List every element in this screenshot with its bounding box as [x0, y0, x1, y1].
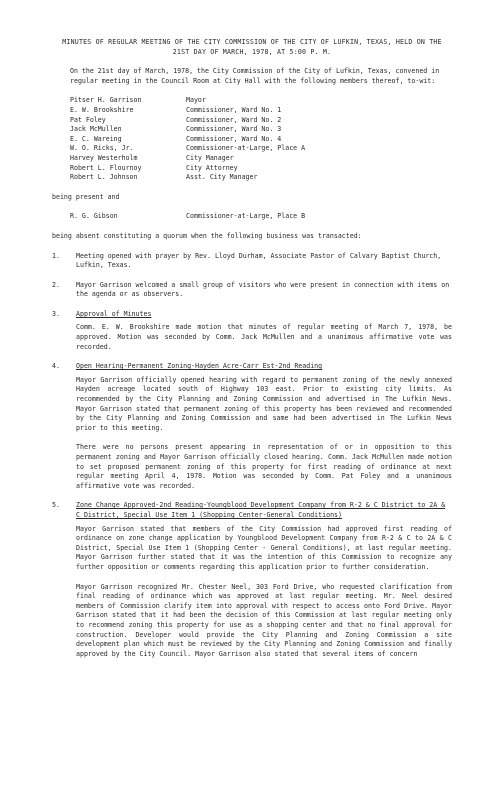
item-number: 2.	[52, 280, 60, 289]
item-paragraph: Mayor Garrison recognized Mr. Chester Neel, 303 Ford Drive, who requested clarification from final reading of ordinance which was approved at last regular meeting. Mr. Neel desired members of Commission clarify item into approval with respect to access onto Ford Drive. Mayor Garrison stated that it had been the decision of this Commission at last regular meeting only to recommend zoning this property for use as a shopping center and that no final approval for construction. Developer would provide the City Planning and Zoning Commission a site development plan which must be reviewed by the City Planning and Zoning Commission and finally approved by the City Council. Mayor Garrison also stated that several items of concern	[76, 582, 452, 658]
attendee-role: City Manager	[186, 153, 234, 162]
attendee-name: Robert L. Johnson	[70, 173, 138, 182]
item-heading: Open Hearing-Permanent Zoning-Hayden Acre-Carr Est-2nd Reading	[76, 362, 323, 371]
item-heading: Zone Change Approved-2nd Reading-Youngblood Development Company from R-2 & C District to 2A & C District, Special Use Item 1 (Shopping Center-General Conditions)	[76, 501, 446, 519]
attendee-role: Commissioner, Ward No. 4	[186, 134, 282, 143]
attendee-name: Pat Foley	[70, 115, 106, 124]
absent-role: Commissioner-at-Large, Place B	[186, 212, 306, 221]
attendee-role: Asst. City Manager	[186, 173, 258, 182]
roster-row	[70, 116, 452, 126]
roster-row	[70, 212, 452, 222]
attendee-name: Jack McMullen	[70, 125, 122, 134]
attendee-roster	[52, 96, 452, 182]
roster-row	[70, 164, 452, 174]
item-paragraph: Mayor Garrison stated that members of the City Commission had approved first reading of ordinance on zone change application by Youngblood Development Company from R-2 & C to 2A & C District, Special Use Item 1 (Shopping Center - General Conditions), at last regular meeting. Mayor Garrison further stated that it was the intention of this Commission to recognize any further opposition or comments regarding this application prior to further consideration.	[76, 524, 452, 571]
roster-row	[70, 144, 452, 154]
document-page	[52, 38, 452, 659]
agenda-item	[52, 310, 452, 320]
attendee-role: Commissioner-at-Large, Place A	[186, 144, 306, 153]
intro-paragraph: On the 21st day of March, 1978, the City Commission of the City of Lufkin, Texas, convened in regular meeting in the Council Room at City Hall with the following members thereof, to-wit:	[70, 67, 440, 85]
absent-name: R. G. Gibson	[70, 212, 118, 221]
agenda-item	[52, 501, 452, 520]
item-number: 1.	[52, 251, 60, 260]
item-paragraph: There were no persons present appearing in representation of or in opposition to this permanent zoning and Mayor Garrison officially closed hearing. Comm. Jack McMullen made motion to set proposed permanent zoning of this property for first reading of ordinance at next regular meeting April 4, 1978. Motion was seconded by Comm. Pat Foley and a unanimous affirmative vote was recorded.	[76, 443, 452, 490]
quorum-text: being absent constituting a quorum when the following business was transacted:	[52, 231, 362, 240]
agenda-item	[52, 362, 452, 372]
roster-row	[70, 125, 452, 135]
attendee-name: E. C. Wareing	[70, 134, 122, 143]
present-text: being present and	[52, 192, 120, 201]
agenda-item	[52, 281, 452, 300]
attendee-role: Commissioner, Ward No. 2	[186, 115, 282, 124]
item-paragraph: Comm. E. W. Brookshire made motion that minutes of regular meeting of March 7, 1978, be approved. Motion was seconded by Comm. Jack McMullen and a unanimous affirmative vote was recorded.	[76, 323, 452, 351]
minutes-title: MINUTES OF REGULAR MEETING OF THE CITY COMMISSION OF THE CITY OF LUFKIN, TEXAS, HELD ON THE 21ST DAY OF MARCH, 1978, AT 5:00 P. M.	[62, 38, 442, 56]
item-text: Meeting opened with prayer by Rev. Lloyd Durham, Associate Pastor of Calvary Baptist Church, Lufkin, Texas.	[76, 251, 442, 270]
attendee-role: Commissioner, Ward No. 1	[186, 105, 282, 114]
attendee-role: Commissioner, Ward No. 3	[186, 125, 282, 134]
roster-row	[70, 173, 452, 183]
attendee-name: W. O. Ricks, Jr.	[70, 144, 134, 153]
roster-row	[70, 96, 452, 106]
attendee-name: Robert L. Flournoy	[70, 163, 142, 172]
attendee-name: Pitser H. Garrison	[70, 96, 142, 105]
attendee-name: E. W. Brookshire	[70, 105, 134, 114]
agenda-item	[52, 252, 452, 271]
item-paragraph: Mayor Garrison officially opened hearing with regard to permanent zoning of the newly annexed Hayden acreage located south of Highway 103 east. Prior to existing city limits. As recommended by the City Planning and Zoning Commission and advertised in The Lufkin News. Mayor Garrison stated that permanent zoning of this property has been reviewed and recommended by the City Planning and Zoning Commission and same had been advertised in The Lufkin News prior to this meeting.	[76, 375, 452, 432]
attendee-role: City Attorney	[186, 163, 238, 172]
roster-row	[70, 106, 452, 116]
item-number: 4.	[52, 362, 60, 371]
item-text: Mayor Garrison welcomed a small group of visitors who were present in connection with items on the agenda or as observers.	[76, 280, 450, 299]
item-number: 3.	[52, 309, 60, 318]
roster-row	[70, 135, 452, 145]
attendee-name: Harvey Westerholm	[70, 153, 138, 162]
attendee-role: Mayor	[186, 96, 206, 105]
roster-row	[70, 154, 452, 164]
item-number: 5.	[52, 501, 60, 510]
absent-roster	[52, 212, 452, 222]
item-heading: Approval of Minutes	[76, 309, 152, 318]
